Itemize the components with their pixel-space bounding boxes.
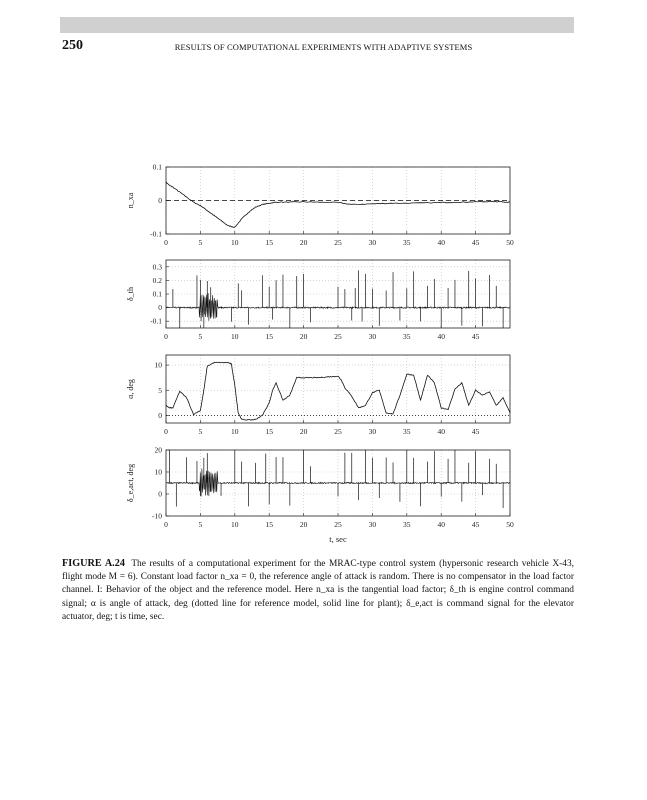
x-tick-label: 10 [231, 427, 239, 436]
y-tick-label: 10 [154, 467, 162, 477]
x-tick-label: 10 [231, 332, 239, 341]
y-tick-label: 20 [154, 445, 162, 455]
x-tick-label: 35 [403, 238, 411, 247]
x-tick-label: 15 [265, 238, 273, 247]
y-axis-label: δ_th [126, 287, 135, 301]
y-axis-label: α, deg [126, 379, 135, 399]
y-tick-label: 0.2 [152, 275, 162, 285]
x-tick-label: 0 [164, 238, 168, 247]
x-tick-label: 35 [403, 332, 411, 341]
x-tick-label: 40 [437, 238, 445, 247]
figure-label: FIGURE A.24 [62, 558, 125, 569]
y-tick-label: 0.1 [152, 162, 162, 172]
x-axis-label: t, sec [329, 534, 347, 544]
x-tick-label: 20 [299, 332, 308, 341]
x-tick-label: 30 [368, 520, 377, 529]
y-tick-label: 0 [158, 303, 162, 313]
running-head: RESULTS OF COMPUTATIONAL EXPERIMENTS WITH ADAPTIVE SYSTEMS [174, 42, 473, 52]
y-tick-label: 0 [158, 410, 162, 420]
x-tick-label: 50 [506, 238, 514, 247]
x-tick-label: 15 [265, 427, 273, 436]
x-tick-label: 25 [334, 332, 342, 341]
y-tick-label: -0.1 [150, 316, 162, 326]
x-tick-label: 10 [231, 238, 239, 247]
x-tick-label: 20 [299, 520, 308, 529]
x-tick-label: 0 [164, 520, 168, 529]
x-tick-label: 10 [231, 520, 239, 529]
x-tick-label: 45 [471, 238, 480, 247]
x-tick-label: 30 [368, 332, 377, 341]
x-tick-label: 40 [437, 520, 445, 529]
y-tick-label: -10 [152, 511, 162, 521]
x-tick-label: 15 [265, 332, 273, 341]
x-tick-label: 50 [506, 520, 514, 529]
x-tick-label: 25 [334, 238, 342, 247]
x-tick-label: 20 [299, 238, 308, 247]
y-tick-label: 5 [158, 385, 162, 395]
y-tick-label: 0.1 [152, 289, 162, 299]
x-tick-label: 25 [334, 520, 342, 529]
figure-caption [62, 557, 574, 624]
x-tick-label: 15 [265, 520, 273, 529]
x-tick-label: 40 [437, 332, 445, 341]
y-axis-label: δ_e,act, deg [126, 463, 135, 503]
y-tick-label: 10 [154, 360, 162, 370]
x-tick-label: 0 [164, 427, 168, 436]
x-tick-label: 30 [368, 238, 377, 247]
x-tick-label: 35 [403, 520, 411, 529]
x-tick-label: 20 [299, 427, 308, 436]
x-tick-label: 45 [471, 332, 480, 341]
y-tick-label: -0.1 [150, 229, 162, 239]
y-axis-label: n_xa [126, 192, 135, 209]
x-tick-label: 5 [198, 238, 203, 247]
x-tick-label: 5 [198, 427, 203, 436]
x-tick-label: 30 [368, 427, 377, 436]
y-tick-label: 0.3 [152, 262, 162, 272]
x-tick-label: 40 [437, 427, 445, 436]
x-tick-label: 35 [403, 427, 411, 436]
caption-text: The results of a computational experiment for the MRAC-type control system (hypersonic research vehicle X-43, flight mode M = 6). Constant load factor n_xa = 0, the reference angle of attack is random. There is no compensator in the load factor channel. I: Behavior of the object and the reference model. Here n_xa is the tangential load factor; δ_th is engine control command signal; α is angle of attack, deg (dotted line for reference model, solid line for plant); δ_e,act is command signal for the elevator actuator, deg; t is time, sec. [62, 559, 574, 622]
page-number: 250 [62, 38, 83, 53]
x-tick-label: 25 [334, 427, 342, 436]
x-tick-label: 45 [471, 427, 480, 436]
x-tick-label: 5 [198, 520, 203, 529]
x-tick-label: 0 [164, 332, 168, 341]
y-tick-label: 0 [158, 489, 162, 499]
x-tick-label: 45 [471, 520, 480, 529]
y-tick-label: 0 [158, 196, 162, 205]
x-tick-label: 5 [198, 332, 203, 341]
